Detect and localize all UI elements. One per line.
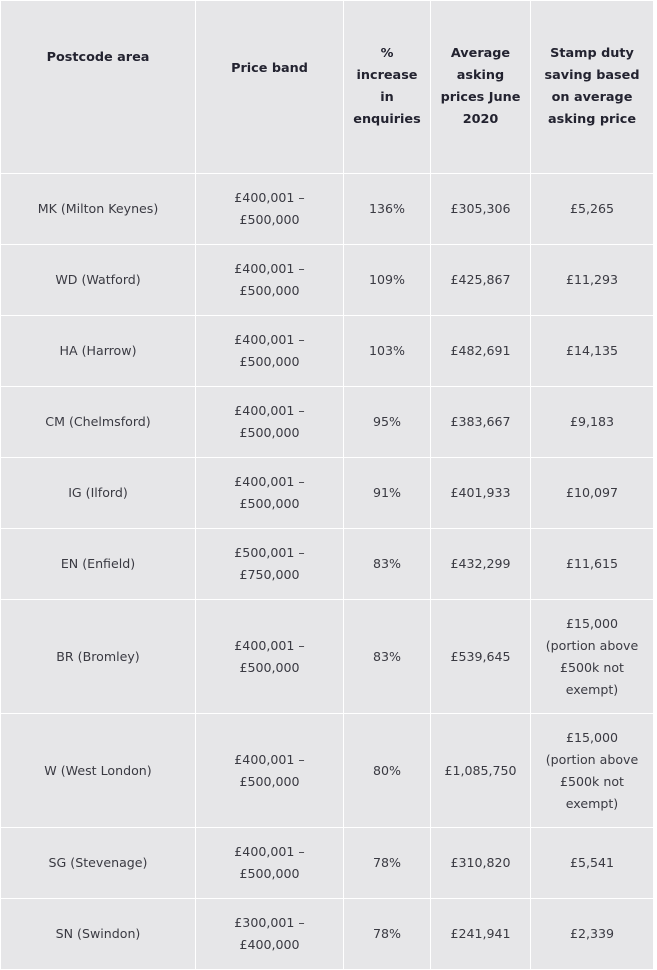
cell-percent-increase: 91% <box>344 458 431 529</box>
table-row <box>1 316 654 387</box>
cell-percent-increase: 80% <box>344 714 431 828</box>
cell-percent-increase: 136% <box>344 174 431 245</box>
cell-average-price: £539,645 <box>431 600 531 714</box>
cell-average-price: £425,867 <box>431 245 531 316</box>
cell-percent-increase: 95% <box>344 387 431 458</box>
cell-postcode-area: EN (Enfield) <box>1 529 196 600</box>
cell-postcode-area: W (West London) <box>1 714 196 828</box>
table-header-row <box>1 1 654 174</box>
header-percent-increase: % increase in enquiries <box>344 1 431 174</box>
cell-postcode-area: IG (Ilford) <box>1 458 196 529</box>
cell-postcode-area: HA (Harrow) <box>1 316 196 387</box>
cell-stamp-duty-saving: £5,265 <box>531 174 654 245</box>
table-row <box>1 600 654 714</box>
cell-stamp-duty-saving: £14,135 <box>531 316 654 387</box>
cell-percent-increase: 78% <box>344 899 431 970</box>
cell-postcode-area: CM (Chelmsford) <box>1 387 196 458</box>
cell-percent-increase: 83% <box>344 600 431 714</box>
cell-price-band: £400,001 – £500,000 <box>196 458 344 529</box>
cell-average-price: £383,667 <box>431 387 531 458</box>
header-stamp-duty-saving: Stamp duty saving based on average asking price <box>531 1 654 174</box>
cell-stamp-duty-saving: £2,339 <box>531 899 654 970</box>
cell-postcode-area: BR (Bromley) <box>1 600 196 714</box>
cell-stamp-duty-saving: £11,293 <box>531 245 654 316</box>
table-row <box>1 828 654 899</box>
header-postcode-area: Postcode area <box>1 1 196 174</box>
cell-percent-increase: 103% <box>344 316 431 387</box>
cell-price-band: £400,001 – £500,000 <box>196 245 344 316</box>
cell-price-band: £400,001 – £500,000 <box>196 387 344 458</box>
cell-price-band: £500,001 – £750,000 <box>196 529 344 600</box>
cell-average-price: £401,933 <box>431 458 531 529</box>
cell-postcode-area: WD (Watford) <box>1 245 196 316</box>
table-row <box>1 714 654 828</box>
table-row <box>1 245 654 316</box>
cell-postcode-area: SG (Stevenage) <box>1 828 196 899</box>
cell-average-price: £241,941 <box>431 899 531 970</box>
table-row <box>1 387 654 458</box>
cell-postcode-area: MK (Milton Keynes) <box>1 174 196 245</box>
table-row <box>1 899 654 970</box>
cell-stamp-duty-saving: £10,097 <box>531 458 654 529</box>
table-row <box>1 529 654 600</box>
cell-stamp-duty-saving: £5,541 <box>531 828 654 899</box>
cell-average-price: £310,820 <box>431 828 531 899</box>
cell-percent-increase: 109% <box>344 245 431 316</box>
cell-price-band: £400,001 – £500,000 <box>196 828 344 899</box>
cell-percent-increase: 83% <box>344 529 431 600</box>
cell-average-price: £432,299 <box>431 529 531 600</box>
cell-price-band: £300,001 – £400,000 <box>196 899 344 970</box>
cell-price-band: £400,001 – £500,000 <box>196 600 344 714</box>
cell-stamp-duty-saving: £11,615 <box>531 529 654 600</box>
table-row <box>1 458 654 529</box>
cell-percent-increase: 78% <box>344 828 431 899</box>
cell-postcode-area: SN (Swindon) <box>1 899 196 970</box>
cell-average-price: £1,085,750 <box>431 714 531 828</box>
cell-stamp-duty-saving: £9,183 <box>531 387 654 458</box>
table-row <box>1 174 654 245</box>
cell-price-band: £400,001 – £500,000 <box>196 714 344 828</box>
cell-price-band: £400,001 – £500,000 <box>196 174 344 245</box>
cell-average-price: £482,691 <box>431 316 531 387</box>
cell-stamp-duty-saving: £15,000 (portion above £500k not exempt) <box>531 714 654 828</box>
cell-price-band: £400,001 – £500,000 <box>196 316 344 387</box>
header-average-asking-price: Average asking prices June 2020 <box>431 1 531 174</box>
cell-average-price: £305,306 <box>431 174 531 245</box>
header-price-band: Price band <box>196 1 344 174</box>
cell-stamp-duty-saving: £15,000 (portion above £500k not exempt) <box>531 600 654 714</box>
